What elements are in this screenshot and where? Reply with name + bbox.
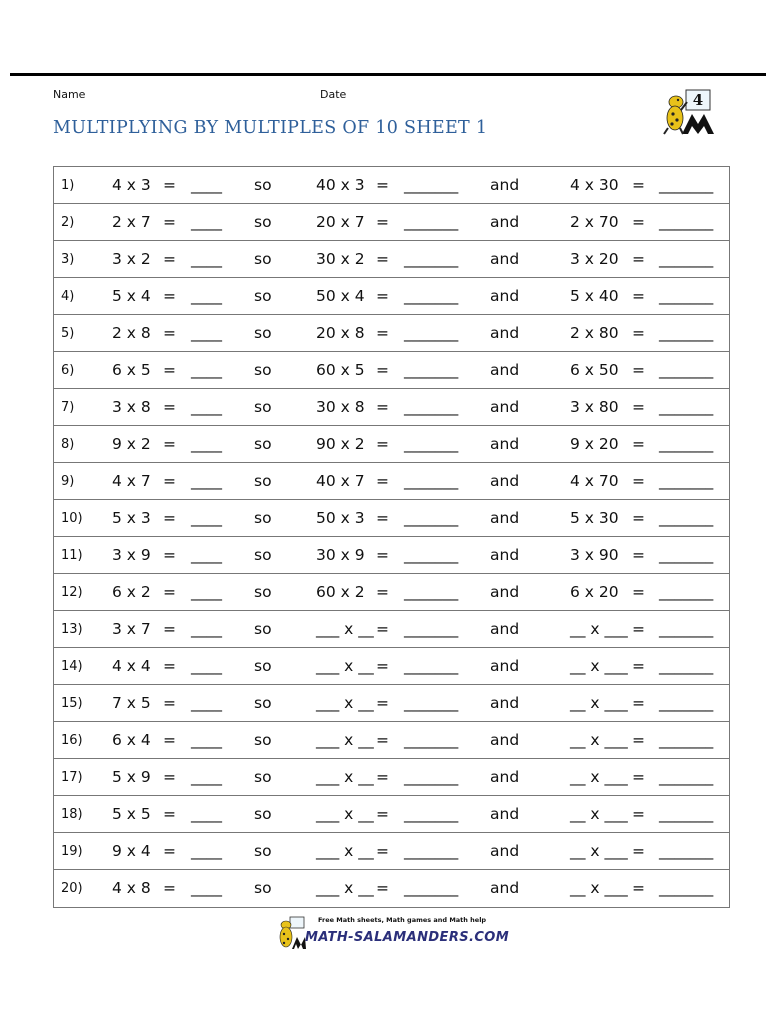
equals-sign: = [632,620,645,638]
and-label: and [490,546,520,564]
page-title: MULTIPLYING BY MULTIPLES OF 10 SHEET 1 [53,118,488,138]
table-row [54,500,729,537]
question-number: 4) [61,289,75,304]
answer-blank[interactable]: _______ [659,731,714,749]
fact-expression: 9 x 2 [112,435,151,453]
equals-sign: = [632,361,645,379]
tens-expression: __ x ___ [570,842,628,860]
tens-expression: ___ x __ [316,842,374,860]
footer-tagline: Free Math sheets, Math games and Math help [318,916,487,924]
tens-expression: 3 x 90 [570,546,619,564]
answer-blank[interactable]: ____ [191,731,222,749]
fact-expression: 6 x 4 [112,731,151,749]
equals-sign: = [632,731,645,749]
equals-sign: = [632,879,645,897]
so-label: so [254,435,272,453]
and-label: and [490,620,520,638]
tens-expression: 4 x 70 [570,472,619,490]
answer-blank[interactable]: ____ [191,583,222,601]
answer-blank[interactable]: ____ [191,472,222,490]
question-number: 13) [61,622,83,637]
table-row [54,833,729,870]
and-label: and [490,731,520,749]
equals-sign: = [632,768,645,786]
logo-number: 4 [692,91,704,109]
equals-sign: = [163,176,176,194]
so-label: so [254,287,272,305]
answer-blank[interactable]: _______ [404,731,459,749]
tens-expression: 30 x 9 [316,546,365,564]
question-number: 17) [61,770,83,785]
answer-blank[interactable]: ____ [191,176,222,194]
equals-sign: = [376,472,389,490]
equals-sign: = [376,694,389,712]
equals-sign: = [632,176,645,194]
tens-expression: 2 x 70 [570,213,619,231]
top-rule [10,73,766,76]
and-label: and [490,435,520,453]
fact-expression: 6 x 5 [112,361,151,379]
and-label: and [490,842,520,860]
table-row [54,611,729,648]
answer-blank[interactable]: _______ [659,879,714,897]
table-row [54,389,729,426]
answer-blank[interactable]: _______ [659,250,714,268]
so-label: so [254,324,272,342]
answer-blank[interactable]: ____ [191,694,222,712]
table-row [54,685,729,722]
question-number: 18) [61,807,83,822]
tens-expression: 60 x 5 [316,361,365,379]
question-number: 8) [61,437,75,452]
answer-blank[interactable]: _______ [659,583,714,601]
tens-expression: 3 x 20 [570,250,619,268]
equals-sign: = [376,879,389,897]
answer-blank[interactable]: ____ [191,287,222,305]
tens-expression: 6 x 50 [570,361,619,379]
so-label: so [254,361,272,379]
so-label: so [254,398,272,416]
question-number: 6) [61,363,75,378]
tens-expression: 20 x 7 [316,213,365,231]
so-label: so [254,805,272,823]
answer-blank[interactable]: ____ [191,546,222,564]
question-number: 15) [61,696,83,711]
tens-expression: 9 x 20 [570,435,619,453]
fact-expression: 3 x 7 [112,620,151,638]
equals-sign: = [163,546,176,564]
equals-sign: = [376,583,389,601]
tens-expression: 5 x 40 [570,287,619,305]
equals-sign: = [632,657,645,675]
equals-sign: = [632,472,645,490]
answer-blank[interactable]: _______ [404,213,459,231]
fact-expression: 4 x 4 [112,657,151,675]
and-label: and [490,176,520,194]
so-label: so [254,842,272,860]
footer-site: MATH-SALAMANDERS.COM [305,930,510,945]
equals-sign: = [163,657,176,675]
answer-blank[interactable]: _______ [404,657,459,675]
so-label: so [254,620,272,638]
fact-expression: 3 x 9 [112,546,151,564]
salamander-logo-icon [662,88,724,136]
table-row [54,315,729,352]
fact-expression: 9 x 4 [112,842,151,860]
and-label: and [490,324,520,342]
tens-expression: ___ x __ [316,620,374,638]
tens-expression: 4 x 30 [570,176,619,194]
equals-sign: = [376,842,389,860]
fact-expression: 3 x 8 [112,398,151,416]
answer-blank[interactable]: _______ [659,805,714,823]
table-row [54,574,729,611]
answer-blank[interactable]: _______ [659,546,714,564]
so-label: so [254,657,272,675]
and-label: and [490,879,520,897]
answer-blank[interactable]: _______ [659,324,714,342]
question-number: 2) [61,215,75,230]
table-row [54,352,729,389]
tens-expression: __ x ___ [570,805,628,823]
tens-expression: ___ x __ [316,879,374,897]
answer-blank[interactable]: _______ [659,213,714,231]
date-label: Date [320,88,347,101]
tens-expression: 6 x 20 [570,583,619,601]
and-label: and [490,509,520,527]
equals-sign: = [163,287,176,305]
fact-expression: 3 x 2 [112,250,151,268]
answer-blank[interactable]: _______ [404,842,459,860]
table-row [54,278,729,315]
tens-expression: ___ x __ [316,768,374,786]
equals-sign: = [632,583,645,601]
so-label: so [254,694,272,712]
tens-expression: __ x ___ [570,731,628,749]
equals-sign: = [376,176,389,194]
equals-sign: = [163,842,176,860]
answer-blank[interactable]: _______ [404,398,459,416]
equals-sign: = [632,805,645,823]
equals-sign: = [163,620,176,638]
fact-expression: 2 x 7 [112,213,151,231]
answer-blank[interactable]: _______ [659,620,714,638]
answer-blank[interactable]: _______ [404,546,459,564]
and-label: and [490,805,520,823]
tens-expression: __ x ___ [570,657,628,675]
tens-expression: 30 x 2 [316,250,365,268]
and-label: and [490,657,520,675]
and-label: and [490,361,520,379]
equals-sign: = [376,435,389,453]
tens-expression: 50 x 4 [316,287,365,305]
fact-expression: 5 x 4 [112,287,151,305]
equals-sign: = [163,472,176,490]
question-number: 1) [61,178,75,193]
so-label: so [254,250,272,268]
worksheet-table [53,166,730,908]
equals-sign: = [163,731,176,749]
name-label: Name [53,88,86,101]
and-label: and [490,583,520,601]
fact-expression: 4 x 3 [112,176,151,194]
answer-blank[interactable]: _______ [404,435,459,453]
equals-sign: = [376,731,389,749]
equals-sign: = [632,435,645,453]
so-label: so [254,546,272,564]
answer-blank[interactable]: ____ [191,398,222,416]
answer-blank[interactable]: ____ [191,879,222,897]
table-row [54,167,729,204]
equals-sign: = [163,250,176,268]
so-label: so [254,176,272,194]
answer-blank[interactable]: _______ [404,509,459,527]
question-number: 16) [61,733,83,748]
equals-sign: = [163,435,176,453]
equals-sign: = [163,324,176,342]
equals-sign: = [376,361,389,379]
answer-blank[interactable]: _______ [404,694,459,712]
tens-expression: 3 x 80 [570,398,619,416]
answer-blank[interactable]: _______ [404,361,459,379]
answer-blank[interactable]: ____ [191,805,222,823]
tens-expression: 90 x 2 [316,435,365,453]
table-row [54,759,729,796]
tens-expression: 5 x 30 [570,509,619,527]
equals-sign: = [376,657,389,675]
equals-sign: = [376,287,389,305]
answer-blank[interactable]: _______ [659,768,714,786]
fact-expression: 6 x 2 [112,583,151,601]
so-label: so [254,213,272,231]
tens-expression: __ x ___ [570,768,628,786]
footer-salamander-icon [278,915,306,951]
fact-expression: 4 x 8 [112,879,151,897]
equals-sign: = [376,324,389,342]
answer-blank[interactable]: _______ [659,435,714,453]
so-label: so [254,583,272,601]
equals-sign: = [163,213,176,231]
answer-blank[interactable]: _______ [404,805,459,823]
tens-expression: __ x ___ [570,879,628,897]
question-number: 11) [61,548,83,563]
equals-sign: = [163,398,176,416]
table-row [54,870,729,907]
answer-blank[interactable]: _______ [659,176,714,194]
equals-sign: = [163,694,176,712]
so-label: so [254,731,272,749]
fact-expression: 4 x 7 [112,472,151,490]
answer-blank[interactable]: ____ [191,768,222,786]
equals-sign: = [632,842,645,860]
equals-sign: = [632,509,645,527]
equals-sign: = [376,250,389,268]
equals-sign: = [163,361,176,379]
answer-blank[interactable]: _______ [404,287,459,305]
so-label: so [254,879,272,897]
and-label: and [490,398,520,416]
tens-expression: 40 x 3 [316,176,365,194]
tens-expression: __ x ___ [570,694,628,712]
answer-blank[interactable]: _______ [404,472,459,490]
tens-expression: 60 x 2 [316,583,365,601]
tens-expression: ___ x __ [316,731,374,749]
table-row [54,426,729,463]
answer-blank[interactable]: _______ [404,879,459,897]
answer-blank[interactable]: ____ [191,250,222,268]
and-label: and [490,250,520,268]
answer-blank[interactable]: _______ [659,657,714,675]
so-label: so [254,509,272,527]
so-label: so [254,768,272,786]
fact-expression: 5 x 3 [112,509,151,527]
table-row [54,648,729,685]
answer-blank[interactable]: _______ [659,472,714,490]
equals-sign: = [163,509,176,527]
equals-sign: = [632,398,645,416]
tens-expression: 2 x 80 [570,324,619,342]
answer-blank[interactable]: ____ [191,213,222,231]
question-number: 3) [61,252,75,267]
answer-blank[interactable]: _______ [404,620,459,638]
tens-expression: 30 x 8 [316,398,365,416]
fact-expression: 5 x 5 [112,805,151,823]
question-number: 12) [61,585,83,600]
so-label: so [254,472,272,490]
question-number: 20) [61,881,83,896]
equals-sign: = [163,583,176,601]
answer-blank[interactable]: _______ [659,361,714,379]
answer-blank[interactable]: _______ [404,324,459,342]
answer-blank[interactable]: _______ [659,509,714,527]
equals-sign: = [376,546,389,564]
answer-blank[interactable]: ____ [191,361,222,379]
table-row [54,537,729,574]
question-number: 14) [61,659,83,674]
tens-expression: 20 x 8 [316,324,365,342]
equals-sign: = [632,694,645,712]
equals-sign: = [632,250,645,268]
table-row [54,722,729,759]
footer-logo [278,915,508,951]
and-label: and [490,213,520,231]
question-number: 7) [61,400,75,415]
table-row [54,204,729,241]
tens-expression: __ x ___ [570,620,628,638]
answer-blank[interactable]: _______ [404,583,459,601]
answer-blank[interactable]: _______ [659,842,714,860]
answer-blank[interactable]: ____ [191,620,222,638]
salamander-logo [662,88,724,136]
equals-sign: = [376,805,389,823]
table-row [54,796,729,833]
equals-sign: = [163,879,176,897]
tens-expression: ___ x __ [316,805,374,823]
equals-sign: = [632,546,645,564]
equals-sign: = [163,805,176,823]
question-number: 9) [61,474,75,489]
equals-sign: = [376,398,389,416]
fact-expression: 2 x 8 [112,324,151,342]
and-label: and [490,472,520,490]
answer-blank[interactable]: _______ [404,250,459,268]
and-label: and [490,287,520,305]
equals-sign: = [376,213,389,231]
equals-sign: = [163,768,176,786]
question-number: 10) [61,511,83,526]
answer-blank[interactable]: _______ [404,176,459,194]
tens-expression: 40 x 7 [316,472,365,490]
equals-sign: = [632,213,645,231]
question-number: 5) [61,326,75,341]
answer-blank[interactable]: ____ [191,509,222,527]
answer-blank[interactable]: _______ [659,287,714,305]
fact-expression: 7 x 5 [112,694,151,712]
equals-sign: = [632,287,645,305]
question-number: 19) [61,844,83,859]
table-row [54,463,729,500]
answer-blank[interactable]: ____ [191,657,222,675]
answer-blank[interactable]: _______ [659,694,714,712]
equals-sign: = [632,324,645,342]
equals-sign: = [376,768,389,786]
table-row [54,241,729,278]
and-label: and [490,768,520,786]
answer-blank[interactable]: ____ [191,842,222,860]
tens-expression: 50 x 3 [316,509,365,527]
equals-sign: = [376,509,389,527]
tens-expression: ___ x __ [316,694,374,712]
answer-blank[interactable]: _______ [404,768,459,786]
tens-expression: ___ x __ [316,657,374,675]
and-label: and [490,694,520,712]
answer-blank[interactable]: ____ [191,435,222,453]
answer-blank[interactable]: _______ [659,398,714,416]
equals-sign: = [376,620,389,638]
fact-expression: 5 x 9 [112,768,151,786]
answer-blank[interactable]: ____ [191,324,222,342]
